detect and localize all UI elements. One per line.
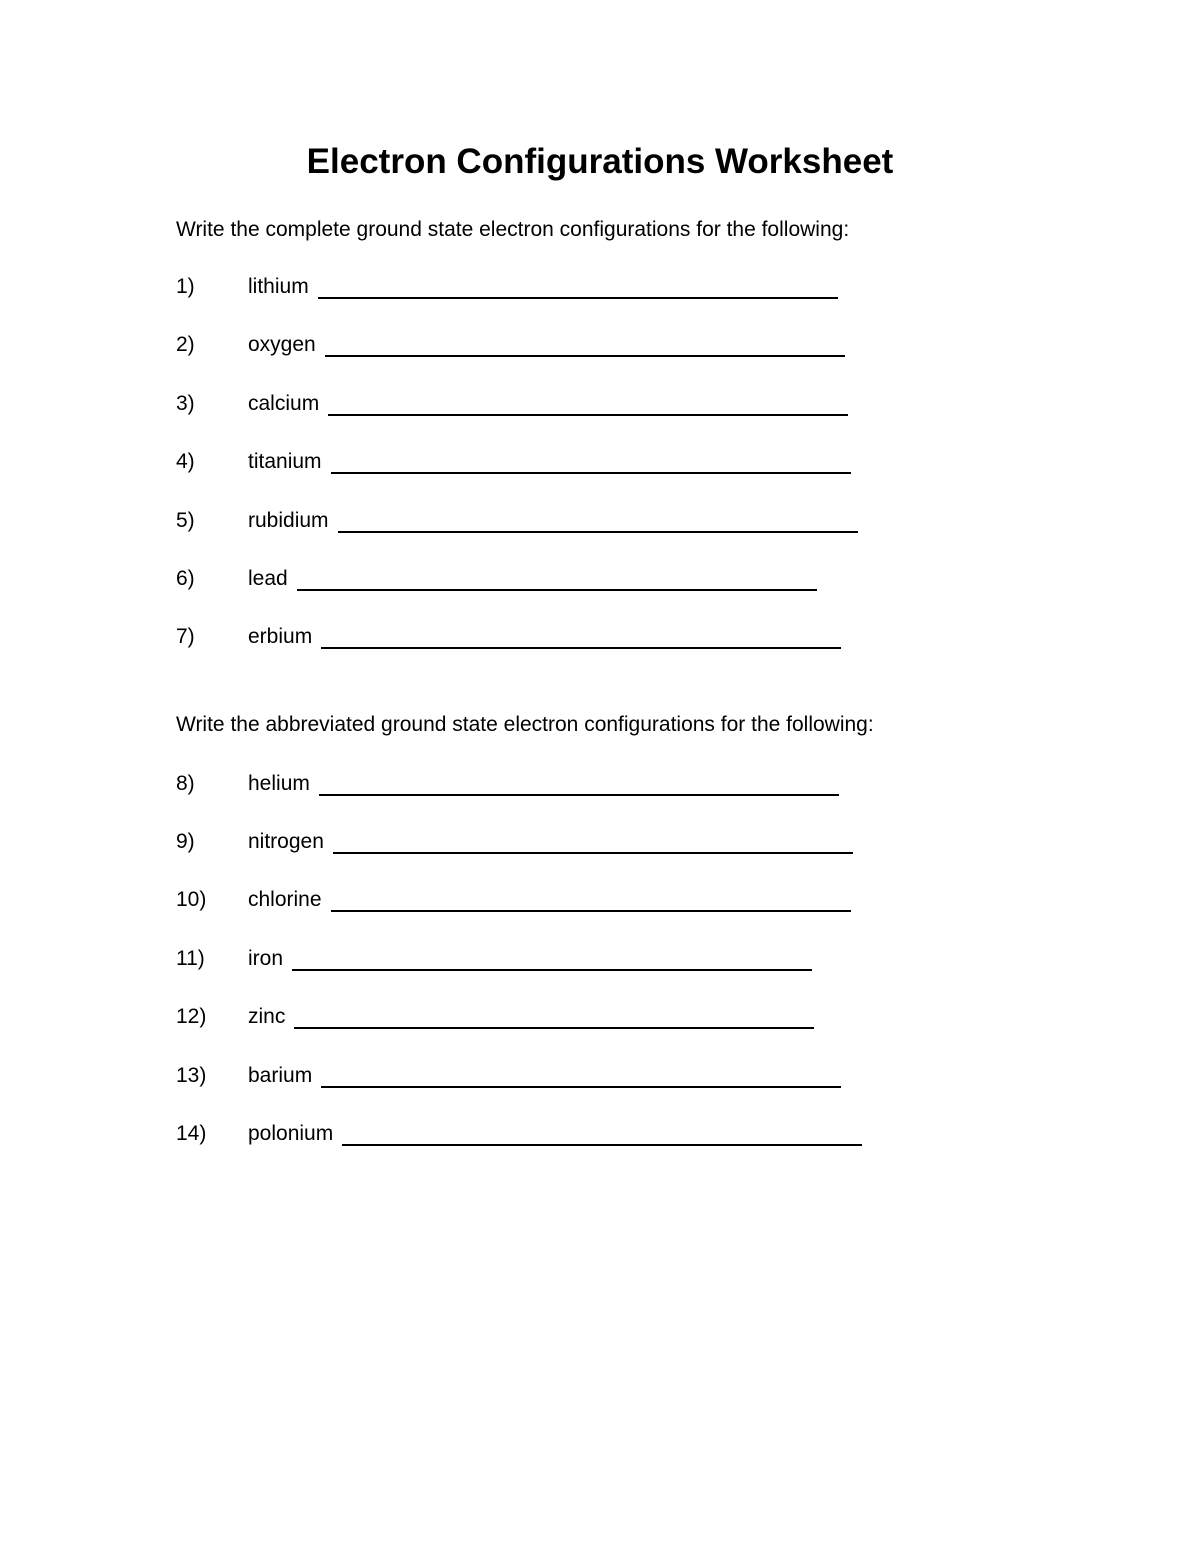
element-label: lead [248, 567, 288, 590]
answer-line[interactable] [292, 947, 812, 971]
question-number: 9) [176, 830, 195, 853]
worksheet-title: Electron Configurations Worksheet [306, 142, 894, 181]
question-number: 7) [176, 625, 195, 648]
answer-line[interactable] [342, 1122, 862, 1146]
element-label: rubidium [248, 509, 329, 532]
answer-line[interactable] [338, 509, 858, 533]
answer-line[interactable] [319, 772, 839, 796]
element-label: oxygen [248, 333, 316, 356]
element-label: polonium [248, 1122, 334, 1145]
answer-line[interactable] [321, 625, 841, 649]
element-label: lithium [248, 275, 309, 298]
question-number: 8) [176, 772, 195, 795]
element-label: zinc [248, 1005, 286, 1028]
answer-line[interactable] [325, 333, 845, 357]
element-label: chlorine [248, 888, 322, 911]
question-number: 1) [176, 275, 195, 298]
question-number: 6) [176, 567, 195, 590]
answer-line[interactable] [321, 1064, 841, 1088]
question-number: 14) [176, 1122, 207, 1145]
question-number: 2) [176, 333, 195, 356]
answer-line[interactable] [297, 567, 817, 591]
element-label: titanium [248, 450, 322, 473]
answer-line[interactable] [318, 275, 838, 299]
element-label: nitrogen [248, 830, 324, 853]
question-number: 4) [176, 450, 195, 473]
answer-line[interactable] [328, 392, 848, 416]
answer-line[interactable] [331, 888, 851, 912]
question-number: 5) [176, 509, 195, 532]
section1-instruction: Write the complete ground state electron configurations for the following: [176, 218, 850, 241]
element-label: iron [248, 947, 284, 970]
answer-line[interactable] [294, 1005, 814, 1029]
element-label: erbium [248, 625, 313, 648]
question-number: 13) [176, 1064, 207, 1087]
question-number: 12) [176, 1005, 207, 1028]
question-number: 3) [176, 392, 195, 415]
answer-line[interactable] [333, 830, 853, 854]
answer-line[interactable] [331, 450, 851, 474]
section2-instruction: Write the abbreviated ground state electron configurations for the following: [176, 713, 874, 736]
element-label: barium [248, 1064, 313, 1087]
question-number: 11) [176, 947, 205, 970]
question-number: 10) [176, 888, 207, 911]
element-label: calcium [248, 392, 320, 415]
element-label: helium [248, 772, 310, 795]
